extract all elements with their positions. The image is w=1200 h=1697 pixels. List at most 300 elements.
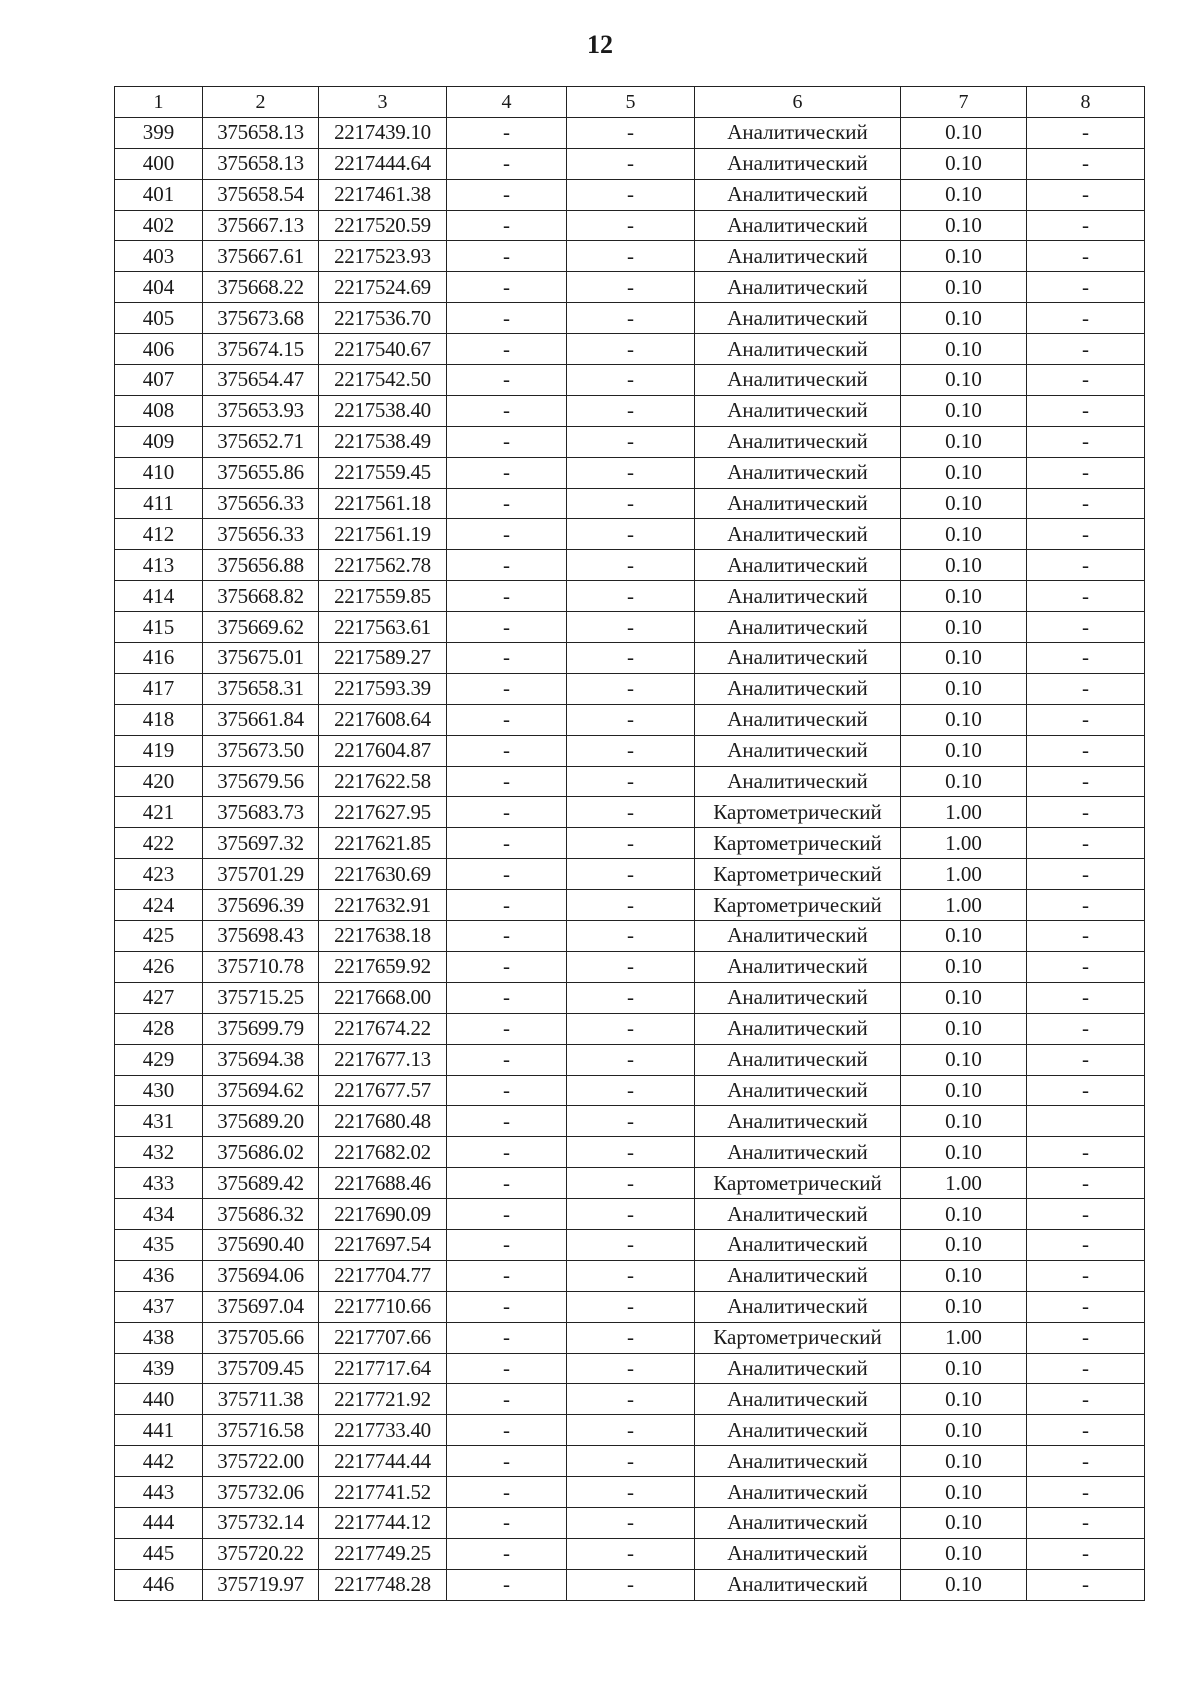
column-8-cell: - [1027,643,1145,674]
column-5-cell: - [567,117,695,148]
table-row [115,643,1145,674]
x-coordinate-cell: 375711.38 [203,1384,319,1415]
column-4-cell: - [447,1446,567,1477]
table-row [115,303,1145,334]
column-5-cell: - [567,241,695,272]
column-8-cell: - [1027,1291,1145,1322]
column-5-cell: - [567,1353,695,1384]
method-cell: Аналитический [695,1353,901,1384]
column-4-cell: - [447,890,567,921]
point-number-cell: 414 [115,581,203,612]
table-row [115,982,1145,1013]
column-8-cell: - [1027,921,1145,952]
x-coordinate-cell: 375673.50 [203,735,319,766]
column-4-cell: - [447,1260,567,1291]
x-coordinate-cell: 375654.47 [203,365,319,396]
table-row [115,859,1145,890]
coordinates-table [114,86,1145,1601]
column-8-cell: - [1027,1229,1145,1260]
column-5-cell: - [567,859,695,890]
method-cell: Картометрический [695,859,901,890]
column-4-cell: - [447,1106,567,1137]
y-coordinate-cell: 2217523.93 [319,241,447,272]
column-5-cell: - [567,951,695,982]
column-8-cell: - [1027,519,1145,550]
method-cell: Аналитический [695,519,901,550]
column-4-cell: - [447,735,567,766]
method-cell: Аналитический [695,1075,901,1106]
point-number-cell: 439 [115,1353,203,1384]
table-row [115,488,1145,519]
point-number-cell: 432 [115,1137,203,1168]
column-8-cell: - [1027,272,1145,303]
column-4-cell: - [447,1415,567,1446]
y-coordinate-cell: 2217604.87 [319,735,447,766]
x-coordinate-cell: 375673.68 [203,303,319,334]
point-number-cell: 418 [115,704,203,735]
table-row [115,395,1145,426]
column-4-cell: - [447,365,567,396]
table-row [115,457,1145,488]
column-5-cell: - [567,735,695,766]
table-row [115,519,1145,550]
x-coordinate-cell: 375710.78 [203,951,319,982]
y-coordinate-cell: 2217536.70 [319,303,447,334]
column-8-cell: - [1027,581,1145,612]
column-8-cell: - [1027,673,1145,704]
point-number-cell: 405 [115,303,203,334]
table-row [115,797,1145,828]
y-coordinate-cell: 2217538.49 [319,426,447,457]
column-8-cell: - [1027,1477,1145,1508]
point-number-cell: 442 [115,1446,203,1477]
method-cell: Аналитический [695,426,901,457]
column-5-cell: - [567,1260,695,1291]
point-number-cell: 438 [115,1322,203,1353]
accuracy-cell: 0.10 [901,735,1027,766]
x-coordinate-cell: 375686.02 [203,1137,319,1168]
table-row [115,210,1145,241]
x-coordinate-cell: 375686.32 [203,1199,319,1230]
column-8-cell: - [1027,241,1145,272]
column-5-cell: - [567,148,695,179]
point-number-cell: 400 [115,148,203,179]
column-8-cell [1027,1106,1145,1137]
point-number-cell: 440 [115,1384,203,1415]
column-5-cell: - [567,426,695,457]
y-coordinate-cell: 2217677.13 [319,1044,447,1075]
column-5-cell: - [567,982,695,1013]
y-coordinate-cell: 2217690.09 [319,1199,447,1230]
column-4-cell: - [447,704,567,735]
column-8-cell: - [1027,704,1145,735]
table-row [115,581,1145,612]
method-cell: Аналитический [695,488,901,519]
accuracy-cell: 1.00 [901,890,1027,921]
x-coordinate-cell: 375658.13 [203,117,319,148]
point-number-cell: 419 [115,735,203,766]
y-coordinate-cell: 2217444.64 [319,148,447,179]
column-4-cell: - [447,1322,567,1353]
accuracy-cell: 0.10 [901,426,1027,457]
column-header: 5 [567,87,695,118]
point-number-cell: 435 [115,1229,203,1260]
method-cell: Аналитический [695,1044,901,1075]
point-number-cell: 445 [115,1538,203,1569]
y-coordinate-cell: 2217704.77 [319,1260,447,1291]
method-cell: Аналитический [695,921,901,952]
accuracy-cell: 0.10 [901,612,1027,643]
table-header-row [115,87,1145,118]
table-row [115,828,1145,859]
accuracy-cell: 1.00 [901,1322,1027,1353]
y-coordinate-cell: 2217744.44 [319,1446,447,1477]
point-number-cell: 422 [115,828,203,859]
column-4-cell: - [447,643,567,674]
column-4-cell: - [447,334,567,365]
column-8-cell: - [1027,550,1145,581]
column-4-cell: - [447,426,567,457]
method-cell: Аналитический [695,1569,901,1600]
method-cell: Аналитический [695,179,901,210]
accuracy-cell: 0.10 [901,1199,1027,1230]
column-5-cell: - [567,643,695,674]
accuracy-cell: 0.10 [901,766,1027,797]
method-cell: Аналитический [695,303,901,334]
method-cell: Аналитический [695,210,901,241]
column-5-cell: - [567,519,695,550]
column-header: 6 [695,87,901,118]
x-coordinate-cell: 375705.66 [203,1322,319,1353]
column-8-cell: - [1027,1446,1145,1477]
y-coordinate-cell: 2217717.64 [319,1353,447,1384]
y-coordinate-cell: 2217707.66 [319,1322,447,1353]
page-number: 12 [587,30,613,59]
column-5-cell: - [567,704,695,735]
column-4-cell: - [447,1168,567,1199]
y-coordinate-cell: 2217748.28 [319,1569,447,1600]
y-coordinate-cell: 2217749.25 [319,1538,447,1569]
accuracy-cell: 0.10 [901,550,1027,581]
method-cell: Аналитический [695,1229,901,1260]
method-cell: Аналитический [695,1260,901,1291]
column-5-cell: - [567,210,695,241]
column-8-cell: - [1027,1507,1145,1538]
table-row [115,1353,1145,1384]
point-number-cell: 404 [115,272,203,303]
point-number-cell: 446 [115,1569,203,1600]
x-coordinate-cell: 375668.82 [203,581,319,612]
column-5-cell: - [567,673,695,704]
y-coordinate-cell: 2217621.85 [319,828,447,859]
table-row [115,365,1145,396]
table-row [115,890,1145,921]
point-number-cell: 433 [115,1168,203,1199]
method-cell: Аналитический [695,704,901,735]
method-cell: Аналитический [695,1137,901,1168]
column-header: 4 [447,87,567,118]
method-cell: Аналитический [695,612,901,643]
x-coordinate-cell: 375667.61 [203,241,319,272]
x-coordinate-cell: 375668.22 [203,272,319,303]
column-5-cell: - [567,488,695,519]
accuracy-cell: 0.10 [901,303,1027,334]
x-coordinate-cell: 375679.56 [203,766,319,797]
column-5-cell: - [567,612,695,643]
column-8-cell: - [1027,457,1145,488]
accuracy-cell: 0.10 [901,1260,1027,1291]
column-4-cell: - [447,797,567,828]
column-8-cell: - [1027,1538,1145,1569]
method-cell: Аналитический [695,643,901,674]
column-4-cell: - [447,519,567,550]
column-4-cell: - [447,1384,567,1415]
x-coordinate-cell: 375697.32 [203,828,319,859]
table-row [115,550,1145,581]
column-8-cell: - [1027,1168,1145,1199]
column-5-cell: - [567,828,695,859]
table-row [115,1168,1145,1199]
point-number-cell: 407 [115,365,203,396]
accuracy-cell: 1.00 [901,828,1027,859]
method-cell: Аналитический [695,673,901,704]
column-8-cell: - [1027,426,1145,457]
column-4-cell: - [447,1013,567,1044]
column-5-cell: - [567,1384,695,1415]
method-cell: Аналитический [695,117,901,148]
x-coordinate-cell: 375701.29 [203,859,319,890]
column-5-cell: - [567,1044,695,1075]
x-coordinate-cell: 375661.84 [203,704,319,735]
method-cell: Аналитический [695,1291,901,1322]
column-8-cell: - [1027,1260,1145,1291]
table-row [115,1106,1145,1137]
x-coordinate-cell: 375658.13 [203,148,319,179]
column-5-cell: - [567,581,695,612]
column-5-cell: - [567,1415,695,1446]
table-row [115,117,1145,148]
column-4-cell: - [447,303,567,334]
y-coordinate-cell: 2217563.61 [319,612,447,643]
y-coordinate-cell: 2217659.92 [319,951,447,982]
y-coordinate-cell: 2217562.78 [319,550,447,581]
point-number-cell: 429 [115,1044,203,1075]
point-number-cell: 421 [115,797,203,828]
y-coordinate-cell: 2217593.39 [319,673,447,704]
x-coordinate-cell: 375689.42 [203,1168,319,1199]
method-cell: Аналитический [695,982,901,1013]
method-cell: Аналитический [695,550,901,581]
point-number-cell: 441 [115,1415,203,1446]
accuracy-cell: 0.10 [901,1013,1027,1044]
accuracy-cell: 1.00 [901,859,1027,890]
accuracy-cell: 0.10 [901,1384,1027,1415]
column-8-cell: - [1027,735,1145,766]
column-5-cell: - [567,1013,695,1044]
column-5-cell: - [567,303,695,334]
x-coordinate-cell: 375667.13 [203,210,319,241]
column-header: 3 [319,87,447,118]
method-cell: Аналитический [695,1106,901,1137]
x-coordinate-cell: 375689.20 [203,1106,319,1137]
column-8-cell: - [1027,951,1145,982]
method-cell: Картометрический [695,797,901,828]
method-cell: Аналитический [695,1013,901,1044]
table-row [115,1044,1145,1075]
column-5-cell: - [567,766,695,797]
accuracy-cell: 0.10 [901,519,1027,550]
method-cell: Аналитический [695,148,901,179]
method-cell: Картометрический [695,828,901,859]
y-coordinate-cell: 2217524.69 [319,272,447,303]
table-row [115,1199,1145,1230]
table-row [115,1260,1145,1291]
method-cell: Аналитический [695,334,901,365]
point-number-cell: 402 [115,210,203,241]
point-number-cell: 413 [115,550,203,581]
x-coordinate-cell: 375675.01 [203,643,319,674]
table-row [115,1229,1145,1260]
y-coordinate-cell: 2217668.00 [319,982,447,1013]
table-row [115,148,1145,179]
column-5-cell: - [567,1446,695,1477]
table-row [115,1013,1145,1044]
accuracy-cell: 0.10 [901,982,1027,1013]
column-8-cell: - [1027,365,1145,396]
y-coordinate-cell: 2217697.54 [319,1229,447,1260]
point-number-cell: 411 [115,488,203,519]
method-cell: Аналитический [695,241,901,272]
column-4-cell: - [447,982,567,1013]
x-coordinate-cell: 375709.45 [203,1353,319,1384]
column-4-cell: - [447,272,567,303]
point-number-cell: 399 [115,117,203,148]
method-cell: Аналитический [695,457,901,488]
column-4-cell: - [447,581,567,612]
table-row [115,1384,1145,1415]
y-coordinate-cell: 2217741.52 [319,1477,447,1508]
x-coordinate-cell: 375697.04 [203,1291,319,1322]
accuracy-cell: 0.10 [901,951,1027,982]
column-4-cell: - [447,1137,567,1168]
y-coordinate-cell: 2217589.27 [319,643,447,674]
accuracy-cell: 0.10 [901,1106,1027,1137]
table-row [115,1477,1145,1508]
column-4-cell: - [447,1477,567,1508]
accuracy-cell: 0.10 [901,704,1027,735]
column-5-cell: - [567,1538,695,1569]
x-coordinate-cell: 375683.73 [203,797,319,828]
column-4-cell: - [447,612,567,643]
method-cell: Картометрический [695,1322,901,1353]
column-5-cell: - [567,1075,695,1106]
point-number-cell: 434 [115,1199,203,1230]
column-8-cell: - [1027,395,1145,426]
table-row [115,334,1145,365]
method-cell: Аналитический [695,1507,901,1538]
column-5-cell: - [567,1199,695,1230]
column-4-cell: - [447,148,567,179]
column-8-cell: - [1027,179,1145,210]
column-8-cell: - [1027,1044,1145,1075]
y-coordinate-cell: 2217688.46 [319,1168,447,1199]
column-5-cell: - [567,1507,695,1538]
table-row [115,1569,1145,1600]
accuracy-cell: 0.10 [901,1507,1027,1538]
y-coordinate-cell: 2217674.22 [319,1013,447,1044]
column-5-cell: - [567,1137,695,1168]
x-coordinate-cell: 375656.33 [203,519,319,550]
column-8-cell: - [1027,1322,1145,1353]
column-8-cell: - [1027,766,1145,797]
column-4-cell: - [447,1229,567,1260]
accuracy-cell: 0.10 [901,272,1027,303]
accuracy-cell: 0.10 [901,1538,1027,1569]
column-4-cell: - [447,179,567,210]
column-5-cell: - [567,1322,695,1353]
table-row [115,272,1145,303]
method-cell: Аналитический [695,581,901,612]
column-4-cell: - [447,210,567,241]
method-cell: Аналитический [695,1538,901,1569]
y-coordinate-cell: 2217632.91 [319,890,447,921]
accuracy-cell: 0.10 [901,1044,1027,1075]
x-coordinate-cell: 375732.06 [203,1477,319,1508]
method-cell: Картометрический [695,1168,901,1199]
table-row [115,1446,1145,1477]
method-cell: Аналитический [695,1446,901,1477]
y-coordinate-cell: 2217721.92 [319,1384,447,1415]
table-row [115,612,1145,643]
accuracy-cell: 0.10 [901,581,1027,612]
point-number-cell: 428 [115,1013,203,1044]
y-coordinate-cell: 2217638.18 [319,921,447,952]
y-coordinate-cell: 2217680.48 [319,1106,447,1137]
column-4-cell: - [447,673,567,704]
x-coordinate-cell: 375694.38 [203,1044,319,1075]
table-row [115,951,1145,982]
method-cell: Аналитический [695,1477,901,1508]
x-coordinate-cell: 375716.58 [203,1415,319,1446]
column-4-cell: - [447,395,567,426]
x-coordinate-cell: 375658.31 [203,673,319,704]
point-number-cell: 420 [115,766,203,797]
column-8-cell: - [1027,148,1145,179]
x-coordinate-cell: 375719.97 [203,1569,319,1600]
column-5-cell: - [567,1168,695,1199]
column-4-cell: - [447,1353,567,1384]
table-row [115,735,1145,766]
column-header: 7 [901,87,1027,118]
accuracy-cell: 0.10 [901,179,1027,210]
x-coordinate-cell: 375653.93 [203,395,319,426]
accuracy-cell: 0.10 [901,1229,1027,1260]
point-number-cell: 409 [115,426,203,457]
x-coordinate-cell: 375669.62 [203,612,319,643]
column-4-cell: - [447,117,567,148]
y-coordinate-cell: 2217538.40 [319,395,447,426]
column-8-cell: - [1027,1384,1145,1415]
y-coordinate-cell: 2217682.02 [319,1137,447,1168]
accuracy-cell: 0.10 [901,673,1027,704]
point-number-cell: 408 [115,395,203,426]
column-8-cell: - [1027,828,1145,859]
point-number-cell: 417 [115,673,203,704]
column-5-cell: - [567,457,695,488]
column-5-cell: - [567,797,695,828]
x-coordinate-cell: 375696.39 [203,890,319,921]
point-number-cell: 416 [115,643,203,674]
